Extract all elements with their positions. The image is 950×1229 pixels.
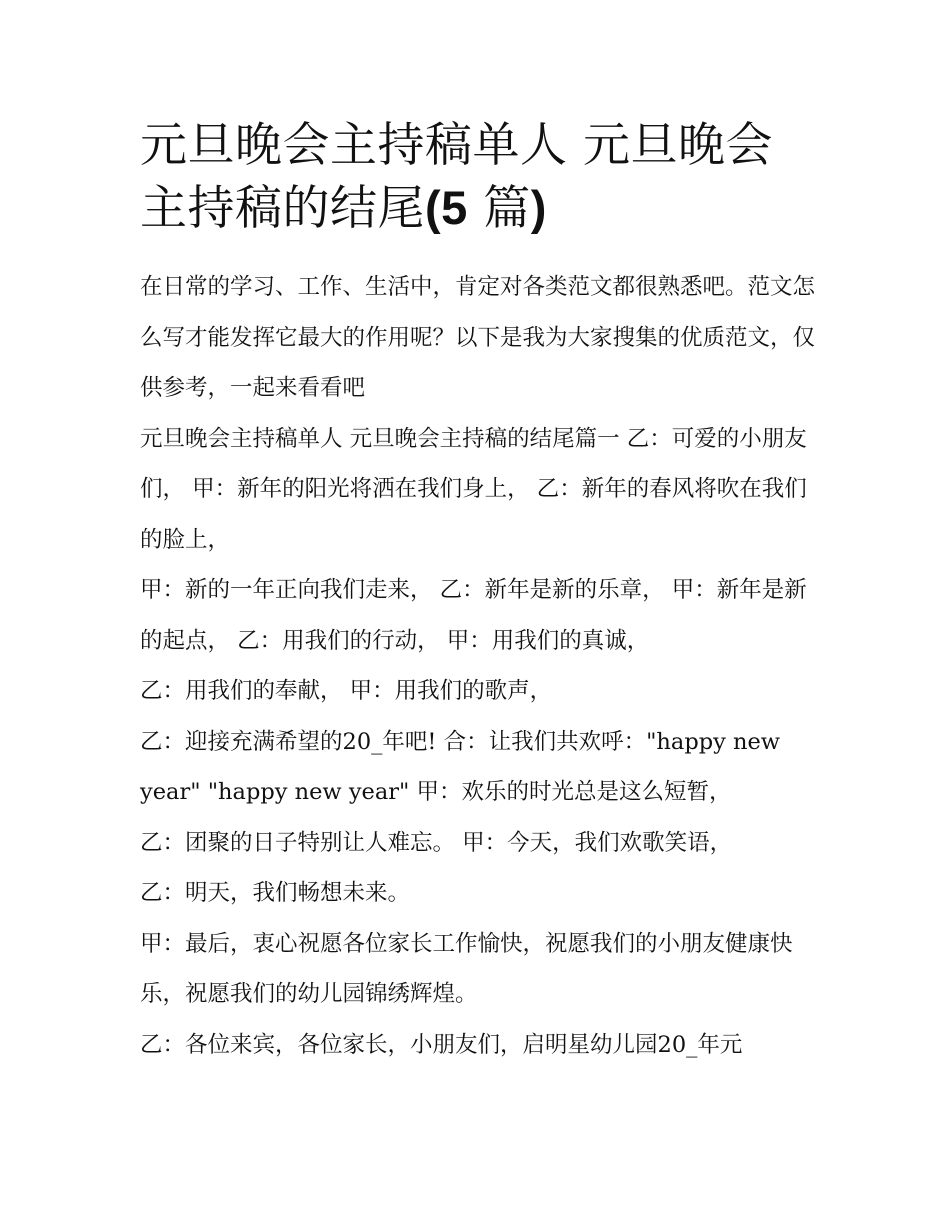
paragraph-3: 乙：用我们的奉献， 甲：用我们的歌声， — [140, 678, 553, 704]
title-count-close: ) — [530, 181, 547, 234]
paragraph-5: 乙：团聚的日子特别让人难忘。 甲：今天，我们欢歌笑语， — [140, 829, 733, 856]
paragraph-4: 乙：迎接充满希望的20_年吧! 合：让我们共欢呼："happy new year" "happy new year" 甲：欢乐的时光总是这么短暂， — [140, 728, 781, 805]
document-content — [140, 115, 820, 1070]
document-title — [140, 115, 820, 240]
paragraph-6: 乙：明天，我们畅想未来。 — [140, 880, 411, 906]
paragraph-8: 乙：各位来宾，各位家长，小朋友们，启明星幼儿园20_年元 — [140, 1031, 743, 1058]
paragraph-1: 元旦晚会主持稿单人 元旦晚会主持稿的结尾篇一 乙：可爱的小朋友们， 甲：新年的阳光将洒在我们身上， 乙：新年的春风将吹在我们的脸上， — [140, 425, 807, 553]
paragraph-2: 甲：新的一年正向我们走来， 乙：新年是新的乐章， 甲：新年是新的起点， 乙：用我们的行动， 甲：用我们的真诚， — [140, 577, 807, 654]
document-body — [140, 262, 820, 1070]
title-text: 元旦晚会主持稿单人 元旦晚会主持稿的结尾 — [140, 118, 773, 236]
title-count-open: (5 — [425, 181, 468, 234]
title-count-unit: 篇 — [467, 181, 531, 236]
paragraph-intro: 在日常的学习、工作、生活中，肯定对各类范文都很熟悉吧。范文怎么写才能发挥它最大的作用呢？以下是我为大家搜集的优质范文，仅供参考，一起来看看吧 — [140, 274, 816, 401]
paragraph-7: 甲：最后，衷心祝愿各位家长工作愉快，祝愿我们的小朋友健康快乐，祝愿我们的幼儿园锦绣辉煌。 — [140, 930, 793, 1007]
